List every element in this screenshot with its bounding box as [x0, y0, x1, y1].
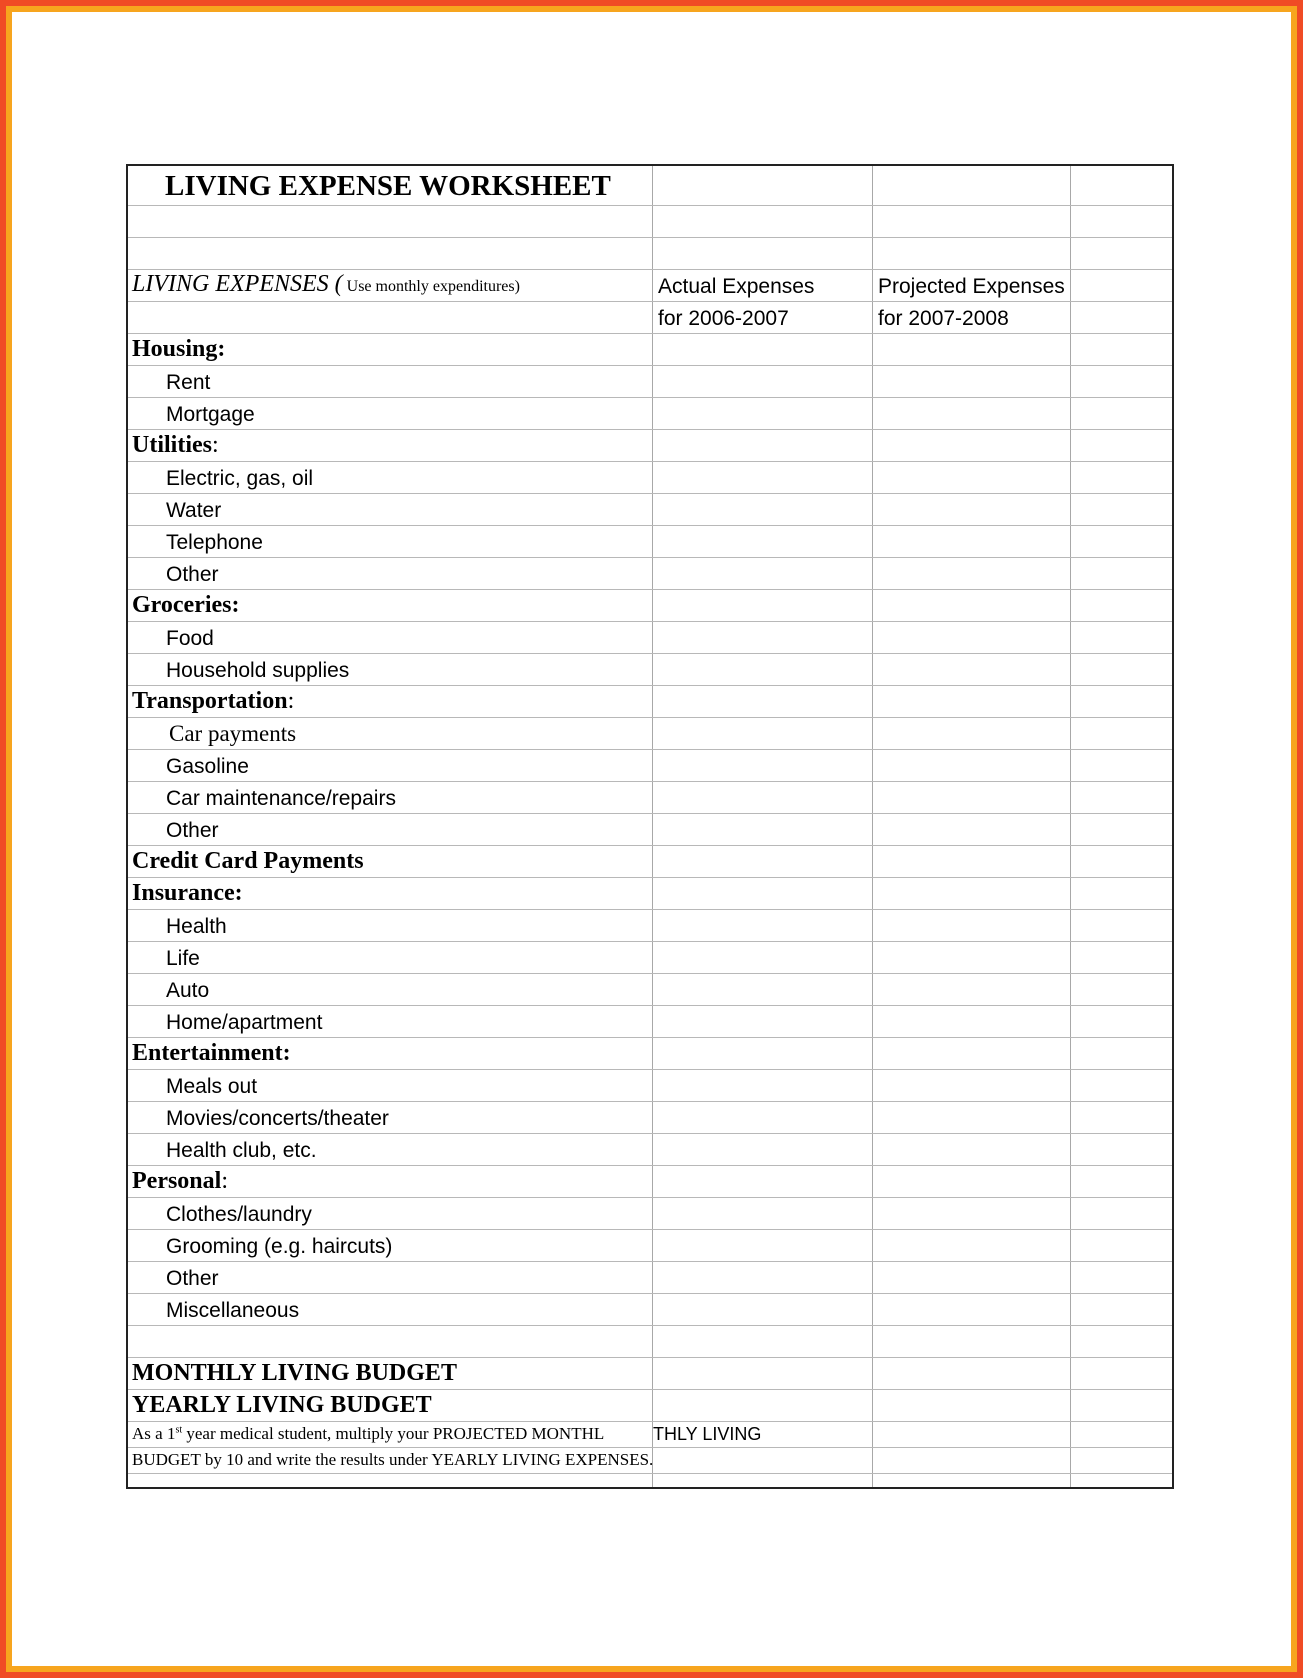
expense-item: Grooming (e.g. haircuts) — [166, 1235, 393, 1258]
category-housing: Housing: — [132, 336, 226, 362]
expense-item: Other — [166, 819, 219, 842]
expense-item: Rent — [166, 371, 211, 394]
expense-row — [128, 750, 1172, 782]
expense-item: Health — [166, 915, 227, 938]
blank-row — [128, 206, 1172, 238]
category-row — [128, 878, 1172, 910]
note-row — [128, 1448, 1172, 1474]
header-period-row — [128, 302, 1172, 334]
expense-item: Other — [166, 1267, 219, 1290]
expense-row — [128, 622, 1172, 654]
expense-row — [128, 782, 1172, 814]
expense-item: Car payments — [169, 721, 297, 746]
blank-row — [128, 238, 1172, 270]
expense-row — [128, 558, 1172, 590]
expense-row — [128, 526, 1172, 558]
yearly-living-budget: YEARLY LIVING BUDGET — [132, 1392, 432, 1418]
expense-row — [128, 974, 1172, 1006]
expense-item: Mortgage — [166, 403, 255, 426]
living-expense-worksheet — [126, 164, 1174, 1489]
budget-row — [128, 1358, 1172, 1390]
expense-row — [128, 718, 1172, 750]
expense-item: Electric, gas, oil — [166, 467, 314, 490]
expense-row — [128, 1006, 1172, 1038]
expense-row — [128, 462, 1172, 494]
note-row — [128, 1422, 1172, 1448]
expense-item: Water — [166, 499, 222, 522]
expense-item: Household supplies — [166, 659, 350, 682]
expense-item: Auto — [166, 979, 210, 1002]
category-entertainment: Entertainment: — [132, 1040, 291, 1066]
expense-row — [128, 814, 1172, 846]
expense-row — [128, 1230, 1172, 1262]
expense-row — [128, 1262, 1172, 1294]
expense-row — [128, 1070, 1172, 1102]
living-expenses-heading: LIVING EXPENSES ( Use monthly expenditures) — [132, 271, 520, 297]
expense-item: Food — [166, 627, 214, 650]
expense-row — [128, 398, 1172, 430]
monthly-living-budget: MONTHLY LIVING BUDGET — [132, 1360, 457, 1386]
expense-row — [128, 494, 1172, 526]
category-row — [128, 686, 1172, 718]
category-insurance: Insurance: — [132, 880, 243, 906]
category-personal: Personal: — [132, 1168, 228, 1194]
category-row — [128, 846, 1172, 878]
expense-item: Telephone — [166, 531, 263, 554]
worksheet-title: LIVING EXPENSE WORKSHEET — [165, 170, 611, 202]
projected-expenses-header: Projected Expenses — [878, 275, 1065, 298]
expense-row — [128, 910, 1172, 942]
expense-item: Gasoline — [166, 755, 249, 778]
note-line-1-overflow: THLY LIVING — [653, 1424, 762, 1444]
actual-expenses-header: Actual Expenses — [658, 275, 815, 298]
expense-item: Car maintenance/repairs — [166, 787, 396, 810]
category-transportation: Transportation: — [132, 688, 295, 714]
expense-row — [128, 942, 1172, 974]
blank-row — [128, 1326, 1172, 1358]
projected-period: for 2007-2008 — [878, 307, 1009, 330]
category-row — [128, 1038, 1172, 1070]
category-row — [128, 1166, 1172, 1198]
expense-row — [128, 1134, 1172, 1166]
expense-item: Meals out — [166, 1075, 258, 1098]
category-groceries: Groceries: — [132, 592, 240, 618]
category-row — [128, 430, 1172, 462]
expense-row — [128, 366, 1172, 398]
category-utilities: Utilities: — [132, 432, 219, 458]
category-row — [128, 590, 1172, 622]
note-line-2: BUDGET by 10 and write the results under YEARLY LIVING EXPENSES. — [132, 1450, 654, 1469]
expense-item: Health club, etc. — [166, 1139, 317, 1162]
expense-item: Other — [166, 563, 219, 586]
budget-row — [128, 1390, 1172, 1422]
expense-item: Miscellaneous — [166, 1299, 300, 1322]
expense-row — [128, 1102, 1172, 1134]
expense-item: Movies/concerts/theater — [166, 1107, 389, 1130]
expense-item: Home/apartment — [166, 1011, 323, 1034]
expense-item: Life — [166, 947, 200, 970]
expense-row — [128, 1294, 1172, 1326]
category-credit-card: Credit Card Payments — [132, 848, 364, 874]
title-row — [128, 166, 1172, 206]
note-line-1: As a 1st year medical student, multiply your PROJECTED MONTHL — [132, 1424, 605, 1443]
expense-item: Clothes/laundry — [166, 1203, 312, 1226]
actual-period: for 2006-2007 — [658, 307, 789, 330]
header-row — [128, 270, 1172, 302]
category-row — [128, 334, 1172, 366]
expense-row — [128, 1198, 1172, 1230]
expense-row — [128, 654, 1172, 686]
